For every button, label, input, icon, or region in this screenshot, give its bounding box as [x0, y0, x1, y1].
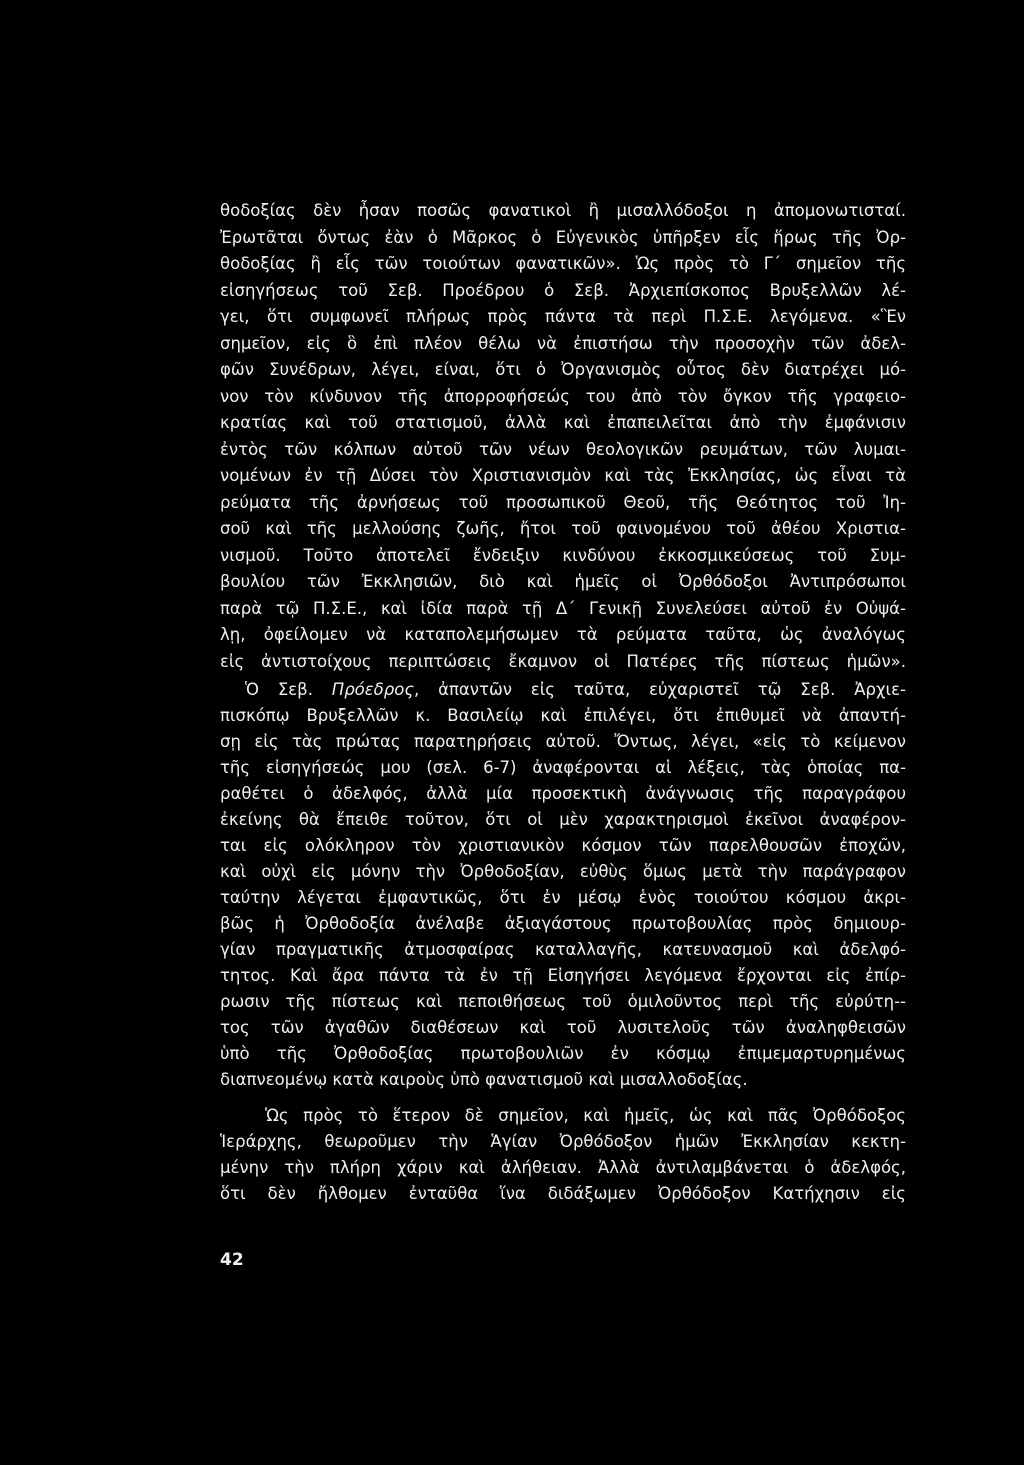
text-run: Ὁ Σεβ.: [245, 680, 332, 699]
text-line: τος τῶν ἀγαθῶν διαθέσεων καὶ τοῦ λυσιτελοῦς τῶν ἀναληφθεισῶν: [220, 1018, 906, 1037]
text-line: νισμοῦ. Τοῦτο ἀποτελεῖ ἔνδειξιν κινδύνου ἐκκοσμικεύσεως τοῦ Συμ-: [220, 545, 906, 565]
italic-term: Πρόεδρος: [331, 680, 415, 699]
text-line: ρεύματα τῆς ἀρνήσεως τοῦ προσωπικοῦ Θεοῦ, τῆς Θεότητος τοῦ Ἰη-: [220, 492, 906, 512]
text-line: νομένων ἐν τῇ Δύσει τὸν Χριστιανισμὸν καὶ τὰς Ἐκκλησίας, ὡς εἶναι τὰ: [220, 466, 906, 485]
text-line: θοδοξίας ἢ εἷς τῶν τοιούτων φανατικῶν». Ὡς πρὸς τὸ Γ΄ σημεῖον τῆς: [220, 254, 906, 273]
text-line: καὶ οὐχὶ εἰς μόνην τὴν Ὀρθοδοξίαν, εὐθὺς ὅμως μετὰ τὴν παράγραφον: [220, 862, 906, 881]
text-line: εἰσηγήσεως τοῦ Σεβ. Προέδρου ὁ Σεβ. Ἀρχιεπίσκοπος Βρυξελλῶν λέ-: [220, 280, 906, 300]
text-line: ρωσιν τῆς πίστεως καὶ πεποιθήσεως τοῦ ὁμιλοῦντος περὶ τῆς εὐρύτη--: [220, 992, 906, 1011]
text-line: γίαν πραγματικῆς ἀτμοσφαίρας καταλλαγῆς, κατευνασμοῦ καὶ ἀδελφό-: [220, 940, 906, 959]
text-line: Ἐρωτᾶται ὄντως ἐὰν ὁ Μᾶρκος ὁ Εὐγενικὸς ὑπῆρξεν εἷς ἥρως τῆς Ὀρ-: [220, 227, 906, 247]
text-run: , ἀπαντῶν εἰς ταῦτα, εὐχαριστεῖ τῷ Σεβ. Ἀρχιε-: [414, 680, 906, 699]
text-line: σημεῖον, εἰς ὃ ἐπὶ πλέον θέλω νὰ ἐπιστήσω τὴν προσοχὴν τῶν ἀδελ-: [220, 333, 906, 353]
paragraph: [220, 198, 906, 675]
text-line: παρὰ τῷ Π.Σ.Ε., καὶ ἰδία παρὰ τῇ Δ΄ Γενικῇ Συνελεύσει αὐτοῦ ἐν Οὐψά-: [220, 598, 906, 618]
text-line: φῶν Συνέδρων, λέγει, είναι, ὅτι ὁ Ὀργανισμὸς οὗτος δὲν διατρέχει μό-: [220, 360, 906, 379]
text-line: τητος. Καὶ ἄρα πάντα τὰ ἐν τῇ Εἰσηγήσει λεγόμενα ἔρχονται εἰς ἐπίρ-: [220, 966, 906, 985]
text-line: σῃ εἰς τὰς πρώτας παρατηρήσεις αὐτοῦ. Ὄντως, λέγει, «εἰς τὸ κείμενον: [220, 732, 906, 751]
text-line: Ὡς πρὸς τὸ ἕτερον δὲ σημεῖον, καὶ ἡμεῖς, ὡς καὶ πᾶς Ὀρθόδοξος: [265, 1106, 906, 1125]
text-line: Ἱεράρχης, θεωροῦμεν τὴν Ἁγίαν Ὀρθόδοξον ἡμῶν Ἐκκλησίαν κεκτη-: [220, 1132, 906, 1151]
text-line: ταύτην λέγεται ἐμφαντικῶς, ὅτι ἐν μέσῳ ἑνὸς τοιούτου κόσμου ἀκρι-: [220, 888, 906, 907]
text-line: κρατίας καὶ τοῦ στατισμοῦ, ἀλλὰ καὶ ἐπαπειλεῖται ἀπὸ τὴν ἐμφάνισιν: [220, 413, 906, 432]
text-line: ἐκείνης θὰ ἔπειθε τοῦτον, ὅτι οἱ μὲν χαρακτηρισμοὶ ἐκεῖνοι ἀναφέρον-: [220, 810, 906, 829]
text-line: ὅτι δὲν ἤλθομεν ἐνταῦθα ἵνα διδάξωμεν Ὀρθόδοξον Κατήχησιν εἰς: [220, 1184, 906, 1203]
text-line: βῶς ἡ Ὀρθοδοξία ἀνέλαβε ἀξιαγάστους πρωτοβουλίας πρὸς δημιουρ-: [220, 914, 906, 933]
page-number: 42: [220, 1250, 244, 1270]
text-line: [220, 677, 906, 703]
text-line: ἐντὸς τῶν κόλπων αὐτοῦ τῶν νέων θεολογικῶν ρευμάτων, τῶν λυμαι-: [220, 439, 906, 459]
text-line: ὑπὸ τῆς Ὀρθοδοξίας πρωτοβουλιῶν ἐν κόσμῳ ἐπιμεμαρτυρημένως: [220, 1044, 906, 1063]
text-line: νον τὸν κίνδυνον τῆς ἀπορροφήσεώς του ἀπὸ τὸν ὄγκον τῆς γραφειο-: [220, 386, 906, 406]
text-line: γει, ὅτι συμφωνεῖ πλήρως πρὸς πάντα τὰ περὶ Π.Σ.Ε. λεγόμενα. «Ἓν: [220, 307, 906, 326]
text-line: μένην τὴν πλήρη χάριν καὶ ἀλήθειαν. Ἀλλὰ ἀντιλαμβάνεται ὁ ἀδελφός,: [220, 1158, 906, 1177]
text-line: διαπνεομένῳ κατὰ καιροὺς ὑπὸ φανατισμοῦ καὶ μισαλλοδοξίας.: [220, 1070, 748, 1089]
text-line: βουλίου τῶν Ἐκκλησιῶν, διὸ καὶ ἡμεῖς οἱ Ὀρθόδοξοι Ἀντιπρόσωποι: [220, 572, 906, 591]
paragraph: [220, 677, 906, 1093]
paragraph: [220, 1103, 906, 1207]
text-line: ται εἰς ολόκληρον τὸν χριστιανικὸν κόσμον τῶν παρελθουσῶν ἐποχῶν,: [220, 836, 906, 855]
text-line: πισκόπῳ Βρυξελλῶν κ. Βασιλείῳ καὶ ἐπιλέγει, ὅτι ἐπιθυμεῖ νὰ ἀπαντή-: [220, 706, 906, 725]
text-line: ραθέτει ὁ ἀδελφός, ἀλλὰ μία προσεκτικὴ ἀνάγνωσις τῆς παραγράφου: [220, 784, 906, 803]
text-line: θοδοξίας δὲν ἦσαν ποσῶς φανατικοὶ ἢ μισαλλόδοξοι η ἀπομονωτισταί.: [220, 201, 906, 220]
text-line: εἰς ἀντιστοίχους περιπτώσεις ἔκαμνον οἱ Πατέρες τῆς πίστεως ἡμῶν».: [220, 651, 906, 671]
text-line: τῆς εἰσηγήσεώς μου (σελ. 6-7) ἀναφέρονται αἱ λέξεις, τὰς ὁποίας πα-: [220, 758, 906, 777]
text-line: σοῦ καὶ τῆς μελλούσης ζωῆς, ἤτοι τοῦ φαινομένου τοῦ ἀθέου Χριστια-: [220, 519, 906, 538]
text-line: λῃ, ὀφείλομεν νὰ καταπολεμήσωμεν τὰ ρεύματα ταῦτα, ὡς ἀναλόγως: [220, 625, 906, 644]
